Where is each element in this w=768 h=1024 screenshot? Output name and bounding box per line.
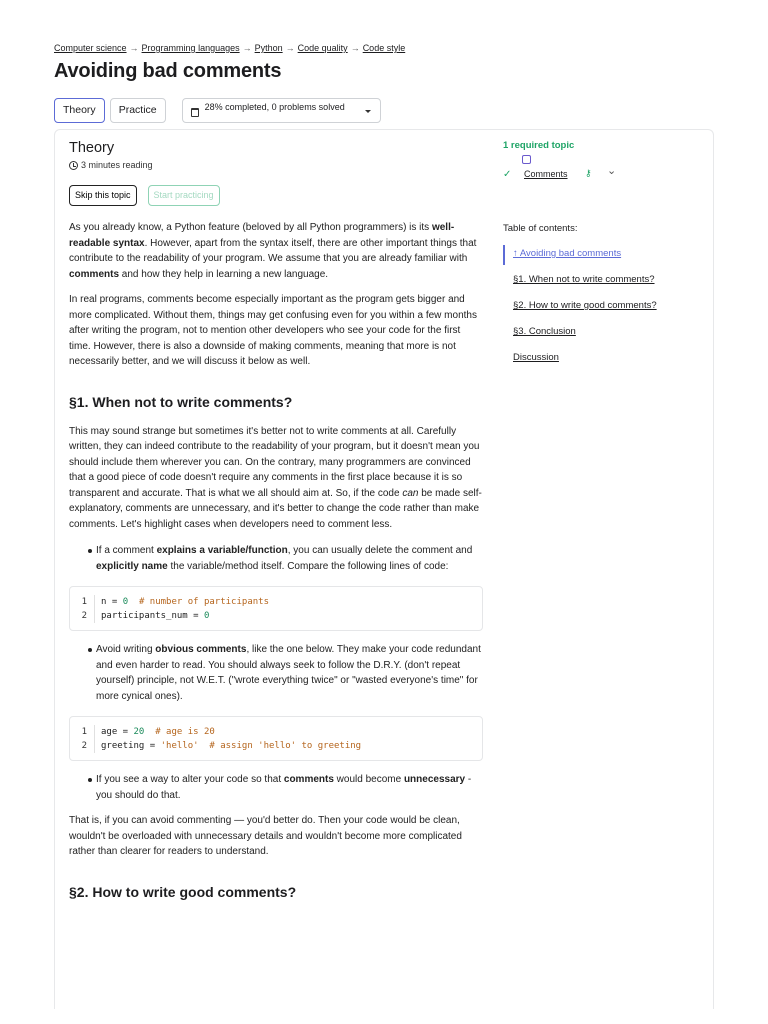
- toc-item-section-1: [503, 271, 703, 297]
- list-item: If you see a way to alter your code so that comments would become unnecessary - you should do that.: [69, 772, 483, 803]
- topic-tabbar: [54, 98, 381, 123]
- section-2-heading: §2. How to write good comments?: [69, 883, 297, 900]
- outro-paragraph: That is, if you can avoid commenting — you'd better do. Then your code would be clean, wouldn't be overloaded with unnecessary details and wouldn't become more complicated rather than clearer for readers to understand.: [69, 815, 462, 857]
- tab-practice[interactable]: Practice: [110, 98, 166, 123]
- chevron-down-icon[interactable]: ⌄: [607, 165, 617, 177]
- toc-item-top: [503, 245, 703, 265]
- intro-paragraph-2: In real programs, comments become especially important as the program gets bigger and more complicated. Without them, things may get confusing even for you within a few months after writing the program, not to mention other developers who see your code for the first time. However, there is also a downside of making comments, meaning that more is not necessarily better, and we will discuss it below as well.: [69, 294, 477, 367]
- code-block-1[interactable]: [69, 586, 483, 631]
- list-item: If a comment explains a variable/function, you can usually delete the comment and explicitly name the variable/method itself. Compare the following lines of code:: [69, 543, 483, 574]
- toc-link[interactable]: §2. How to write good comments?: [513, 300, 657, 311]
- theory-actions: [69, 185, 483, 206]
- breadcrumb-computer-science[interactable]: Computer science: [54, 43, 127, 53]
- breadcrumb-code-quality[interactable]: Code quality: [297, 43, 348, 53]
- code-block-2[interactable]: [69, 716, 483, 761]
- bullet-list-3: [69, 772, 483, 803]
- table-of-contents: [503, 245, 703, 375]
- theory-main: [69, 140, 483, 900]
- required-topic-link[interactable]: Comments: [524, 169, 568, 179]
- bullet-list-1: [69, 543, 483, 574]
- section-1-heading: §1. When not to write comments?: [69, 393, 293, 410]
- toc-link[interactable]: §1. When not to write comments?: [513, 274, 655, 285]
- breadcrumb-programming-languages[interactable]: Programming languages: [141, 43, 240, 53]
- toc-title: Table of contents:: [503, 223, 578, 234]
- topic-icon: [522, 155, 531, 164]
- key-icon: ⚷: [585, 168, 592, 178]
- breadcrumb-code-style[interactable]: Code style: [362, 43, 406, 53]
- required-topics-title: 1 required topic: [503, 140, 575, 151]
- caret-down-icon: [365, 110, 371, 113]
- code-line: 2 greeting = 'hello' # assign 'hello' to greeting: [81, 741, 362, 751]
- reading-time-label: 3 minutes reading: [81, 160, 153, 170]
- clock-icon: [69, 161, 78, 170]
- progress-dropdown[interactable]: [182, 98, 381, 123]
- page-title: Avoiding bad comments: [54, 60, 282, 82]
- breadcrumb: [54, 43, 405, 53]
- toc-link[interactable]: ↑ Avoiding bad comments: [513, 248, 622, 259]
- breadcrumb-separator: →: [242, 43, 252, 53]
- skip-topic-button[interactable]: Skip this topic: [69, 185, 137, 206]
- code-line: 1 n = 0 # number of participants: [81, 597, 269, 607]
- breadcrumb-python[interactable]: Python: [254, 43, 283, 53]
- intro-paragraph-1: As you already know, a Python feature (beloved by all Python programmers) is its well-readable syntax. However, apart from the syntax itself, there are other important things that contribute to the readability of your program. We assume that you are already familiar with comments and how they help in learning a new language.: [69, 222, 477, 280]
- toc-link[interactable]: §3. Conclusion: [513, 326, 576, 337]
- breadcrumb-separator: →: [285, 43, 295, 53]
- code-line: 2 participants_num = 0: [81, 611, 210, 621]
- progress-label: 28% completed, 0 problems solved: [204, 102, 345, 112]
- required-topic-row: [503, 155, 703, 181]
- list-item: Avoid writing obvious comments, like the one below. They make your code redundant and even harder to read. You should always seek to follow the D.R.Y. (don't repeat yourself) principle, not W.E.T. ("wrote everything twice" or "wasted everyone's time" for more cynical ones).: [69, 642, 483, 704]
- bullet-list-2: [69, 642, 483, 704]
- start-practicing-button[interactable]: Start practicing: [148, 185, 220, 206]
- calendar-icon: [191, 108, 199, 117]
- toc-item-discussion: [503, 349, 703, 375]
- reading-time: [69, 160, 483, 170]
- tab-theory[interactable]: Theory: [54, 98, 105, 123]
- toc-item-section-2: [503, 297, 703, 323]
- check-icon: ✓: [503, 169, 512, 180]
- breadcrumb-separator: →: [129, 43, 139, 53]
- theory-title: Theory: [69, 140, 115, 156]
- code-line: 1 age = 20 # age is 20: [81, 727, 215, 737]
- section-1-paragraph: This may sound strange but sometimes it's better not to write comments at all. Carefully written, they can indeed contribute to the readability of your program, but it doesn't mean you should include them wherever you can. On the contrary, many programmers are convinced that a good piece of code doesn't require any comments in the first place because it is so transparent and accurate. That is what we all should aim at. So, if the code can be made self-explanatory, comments are unnecessary, and it's better to change the code rather than make comments. Let's highlight cases when developers need to comment less.: [69, 425, 482, 530]
- breadcrumb-separator: →: [350, 43, 360, 53]
- toc-item-section-3: [503, 323, 703, 349]
- toc-link[interactable]: Discussion: [513, 352, 559, 363]
- topic-sidebar: [503, 140, 703, 375]
